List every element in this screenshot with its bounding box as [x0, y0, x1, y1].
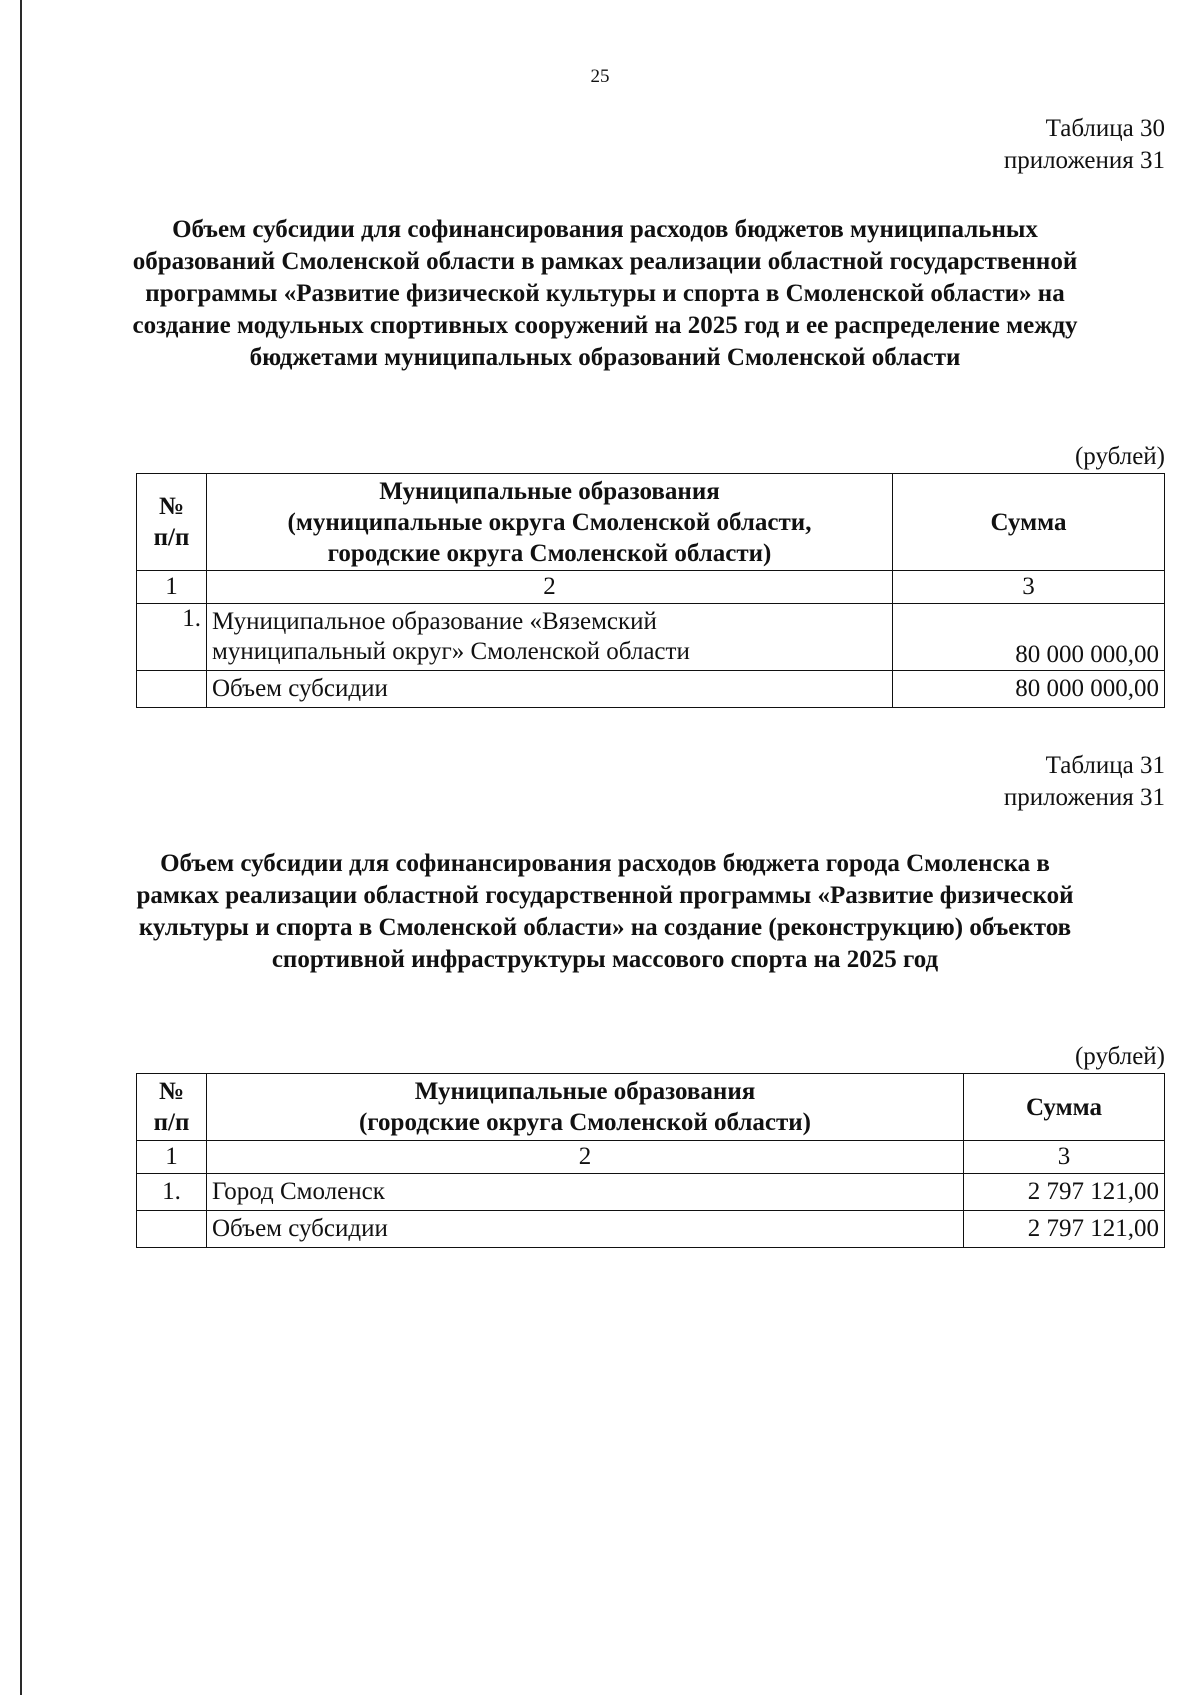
table31-header-num-line1: № — [158, 1078, 185, 1105]
table31-header-name-line1: Муниципальные образования — [414, 1078, 756, 1105]
table31-row1-name: Город Смоленск — [207, 1174, 964, 1211]
table30-header-name-line3: городские округа Смоленской области) — [327, 539, 772, 567]
table31-colnum-row — [137, 1141, 1165, 1174]
table30-row1-num: 1. — [137, 604, 207, 671]
table30-reference — [1004, 113, 1165, 177]
table30-colnum-row — [137, 571, 1165, 604]
table31-header-num-line2: п/п — [153, 1109, 190, 1136]
table30-row1-name-line2: муниципальный округ» Смоленской области — [212, 638, 690, 665]
table30-colnum-2: 2 — [207, 571, 893, 604]
table-row — [137, 1174, 1165, 1211]
table30-row1-name-line1: Муниципальное образование «Вяземский — [212, 608, 657, 635]
table31-reference — [1004, 750, 1165, 814]
table30-ref-line2: приложения 31 — [1003, 147, 1165, 174]
table31-row1-sum: 2 797 121,00 — [964, 1174, 1165, 1211]
table31-total-label: Объем субсидии — [207, 1211, 964, 1248]
table31-total-row — [137, 1211, 1165, 1248]
table30-header-name — [207, 474, 893, 571]
table31-colnum-1: 1 — [137, 1141, 207, 1174]
table30-colnum-3: 3 — [893, 571, 1165, 604]
table30-header-num-line2: п/п — [153, 524, 190, 551]
table30-row1-sum: 80 000 000,00 — [893, 604, 1165, 671]
table31-total-num — [137, 1211, 207, 1248]
table30-row1-name — [207, 604, 893, 671]
table30-total-num — [137, 671, 207, 708]
table31-total-sum: 2 797 121,00 — [964, 1211, 1165, 1248]
table30-units: (рублей) — [1074, 443, 1165, 470]
table30 — [136, 473, 1165, 708]
table31-colnum-3: 3 — [964, 1141, 1165, 1174]
table30-ref-line1: Таблица 30 — [1045, 115, 1165, 142]
table31-ref-line1: Таблица 31 — [1045, 752, 1165, 779]
table31-row1-num: 1. — [137, 1174, 207, 1211]
table30-total-row — [137, 671, 1165, 708]
table30-header-num-line1: № — [158, 493, 185, 520]
table30-header-num — [137, 474, 207, 571]
table31-header-num — [137, 1074, 207, 1141]
table31-header-name-line2: (городские округа Смоленской области) — [358, 1109, 811, 1136]
table31-title: Объем субсидии для софинансирования расходов бюджета города Смоленска в рамках реализации областной государственной программы «Развитие физической культуры и спорта в Смоленской области» на создание (реконструкцию) объектов спортивной инфраструктуры массового спорта на 2025 год — [136, 850, 1074, 973]
table30-header-sum: Сумма — [893, 474, 1165, 571]
table31-header-row — [137, 1074, 1165, 1141]
table31-header-name — [207, 1074, 964, 1141]
table30-header-name-line2: (муниципальные округа Смоленской области, — [287, 508, 812, 536]
table31-units: (рублей) — [1074, 1043, 1165, 1070]
table30-total-sum: 80 000 000,00 — [893, 671, 1165, 708]
table-row — [137, 604, 1165, 671]
table31-colnum-2: 2 — [207, 1141, 964, 1174]
table30-total-label: Объем субсидии — [207, 671, 893, 708]
page-number: 25 — [590, 66, 610, 87]
table30-header-row — [137, 474, 1165, 571]
table30-title: Объем субсидии для софинансирования расходов бюджетов муниципальных образований Смоленской области в рамках реализации областной государственной программы «Развитие физической культуры и спорта в Смоленской области» на создание модульных спортивных сооружений на 2025 год и ее распределение между бюджетами муниципальных образований Смоленской области — [132, 216, 1078, 371]
table31 — [136, 1073, 1165, 1248]
table30-colnum-1: 1 — [137, 571, 207, 604]
page-edge-line — [20, 0, 22, 1695]
table31-ref-line2: приложения 31 — [1003, 784, 1165, 811]
table30-header-name-line1: Муниципальные образования — [379, 477, 720, 505]
table31-header-sum: Сумма — [964, 1074, 1165, 1141]
